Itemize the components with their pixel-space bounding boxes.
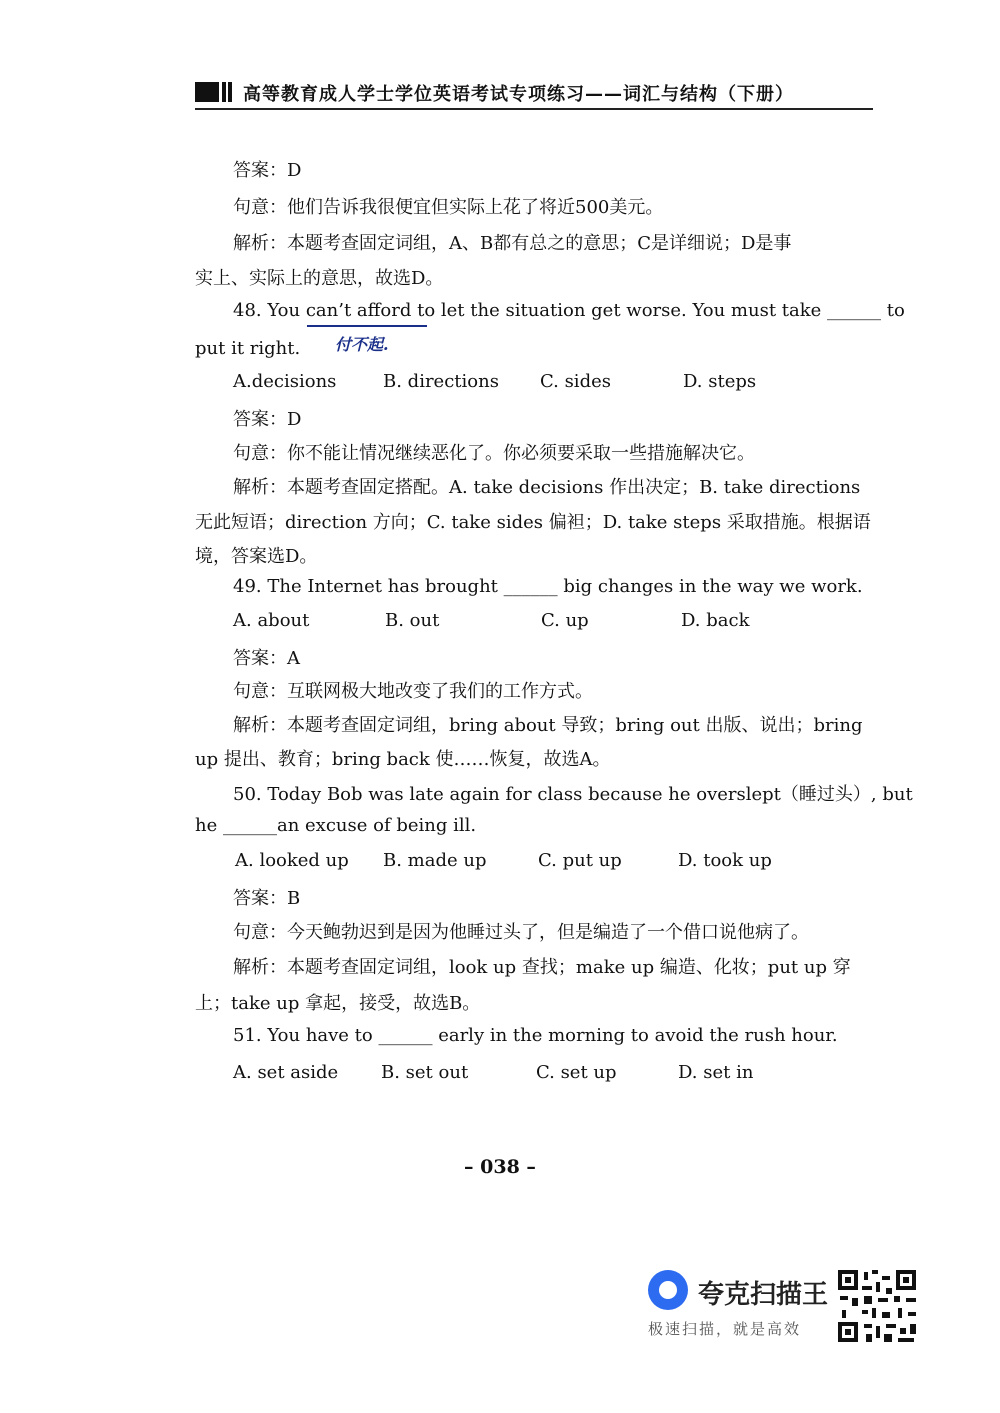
- q51-option-d: D. set in: [678, 1062, 754, 1083]
- header-block-icon: [195, 82, 231, 102]
- q50-analysis-line2: 上；take up 拿起，接受，故选B。: [195, 993, 481, 1014]
- watermark-title: 夸克扫描王: [698, 1280, 829, 1310]
- qr-code-icon: [836, 1268, 918, 1344]
- q50-answer: 答案：B: [233, 888, 301, 909]
- q49-option-a: A. about: [233, 610, 310, 631]
- q49-option-b: B. out: [385, 610, 440, 631]
- q50-stem-line1: 50. Today Bob was late again for class because he overslept（睡过头）, but: [233, 784, 913, 805]
- q48-option-b: B. directions: [383, 371, 499, 392]
- q48-option-a: A.decisions: [233, 371, 337, 392]
- q50-meaning: 句意：今天鲍勃迟到是因为他睡过头了，但是编造了一个借口说他病了。: [233, 922, 809, 943]
- q49-analysis-line1: 解析：本题考查固定词组，bring about 导致；bring out 出版、说出；bring: [233, 715, 863, 736]
- q51-stem: 51. You have to ______ early in the morning to avoid the rush hour.: [233, 1025, 838, 1046]
- q47-meaning: 句意：他们告诉我很便宜但实际上花了将近500美元。: [233, 197, 664, 218]
- header-title: 高等教育成人学士学位英语考试专项练习——词汇与结构（下册）: [243, 84, 794, 105]
- q48-stem-line2: put it right.: [195, 338, 301, 359]
- handwritten-underline: [307, 325, 427, 327]
- running-header: [195, 78, 873, 110]
- q50-option-d: D. took up: [678, 850, 772, 871]
- page-number: – 038 –: [464, 1156, 536, 1178]
- q48-answer: 答案：D: [233, 409, 302, 430]
- q48-analysis-line2: 无此短语；direction 方向；C. take sides 偏袒；D. take steps 采取措施。根据语: [195, 512, 871, 533]
- q49-meaning: 句意：互联网极大地改变了我们的工作方式。: [233, 681, 593, 702]
- q50-option-a: A. looked up: [235, 850, 349, 871]
- q50-analysis-line1: 解析：本题考查固定词组，look up 查找；make up 编造、化妆；put up 穿: [233, 957, 851, 978]
- q48-analysis-line1: 解析：本题考查固定搭配。A. take decisions 作出决定；B. take directions: [233, 477, 861, 498]
- q48-option-d: D. steps: [683, 371, 757, 392]
- q49-analysis-line2: up 提出、教育；bring back 使……恢复，故选A。: [195, 749, 611, 770]
- q50-stem-line2: he ______an excuse of being ill.: [195, 815, 477, 836]
- q49-stem: 49. The Internet has brought ______ big changes in the way we work.: [233, 576, 863, 597]
- q51-option-a: A. set aside: [233, 1062, 339, 1083]
- q48-option-c: C. sides: [540, 371, 611, 392]
- q49-option-d: D. back: [681, 610, 750, 631]
- q49-answer: 答案：A: [233, 648, 300, 669]
- scanner-watermark: [648, 1268, 928, 1348]
- watermark-subtitle: 极速扫描，就是高效: [648, 1320, 802, 1338]
- q47-analysis-line2: 实上、实际上的意思，故选D。: [195, 268, 444, 289]
- scanner-logo-icon: [648, 1270, 688, 1310]
- q49-option-c: C. up: [541, 610, 589, 631]
- q50-option-b: B. made up: [383, 850, 487, 871]
- q47-answer: 答案：D: [233, 160, 302, 181]
- q48-stem-line1: 48. You can’t afford to let the situation get worse. You must take ______ to: [233, 300, 905, 321]
- q48-analysis-line3: 境，答案选D。: [195, 546, 318, 567]
- q48-meaning: 句意：你不能让情况继续恶化了。你必须要采取一些措施解决它。: [233, 443, 755, 464]
- q51-option-b: B. set out: [381, 1062, 469, 1083]
- handwritten-note: 付不起.: [335, 335, 389, 354]
- q47-analysis-line1: 解析：本题考查固定词组，A、B都有总之的意思；C是详细说；D是事: [233, 233, 792, 254]
- q51-option-c: C. set up: [536, 1062, 617, 1083]
- q50-option-c: C. put up: [538, 850, 622, 871]
